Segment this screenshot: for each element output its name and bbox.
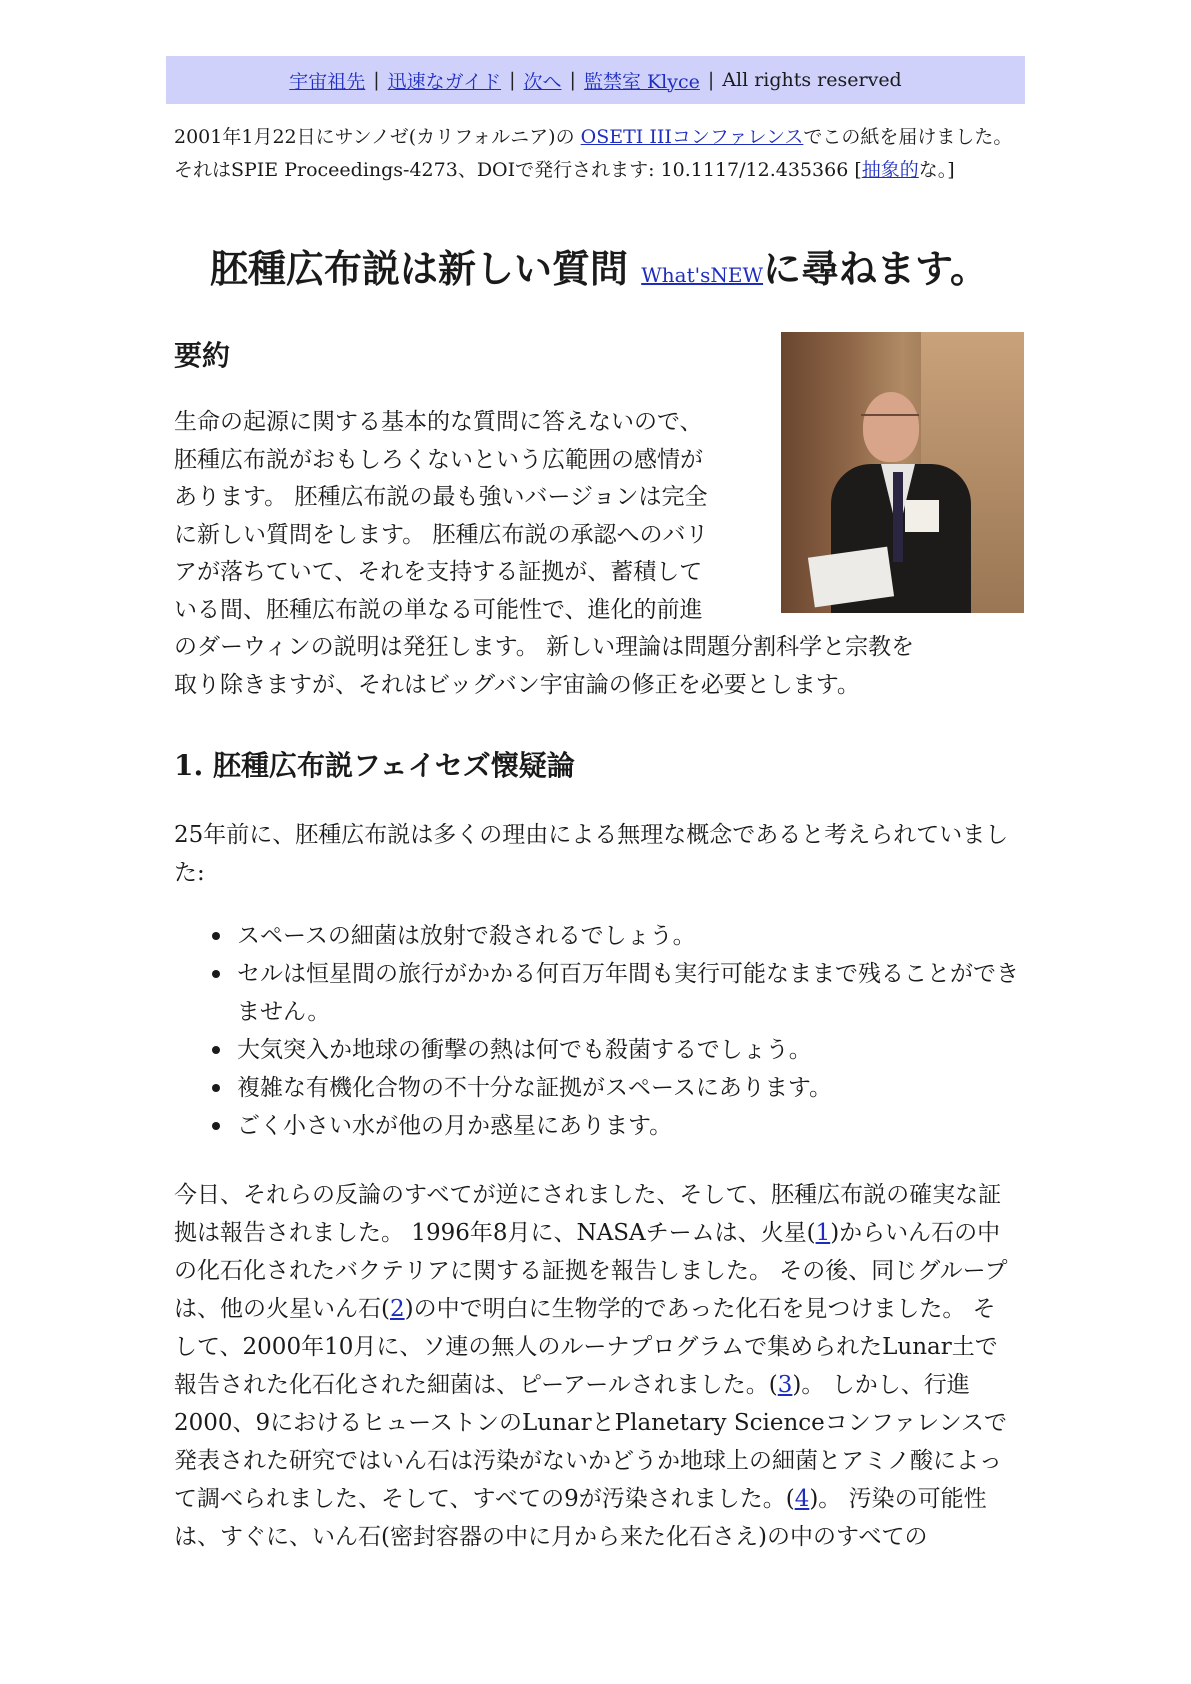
reference-link-2[interactable]: 2 — [389, 1296, 405, 1322]
nav-link-author[interactable]: 監禁室 Klyce — [583, 70, 700, 93]
abstract-line: 胚種広布説がおもしろくないという広範囲の感情が — [174, 446, 703, 473]
body-text: 今日、それらの反論のすべてが逆にされました、そして、胚種広布説の確実な証拠は報告されました。 1996年8月に、NASAチームは、火星( — [174, 1182, 1002, 1246]
reference-link-3[interactable]: 3 — [777, 1372, 793, 1398]
bullet-icon — [212, 970, 220, 978]
list-item-text: 大気突入か地球の衝撃の熱は何でも殺菌するでしょう。 — [237, 1037, 812, 1063]
nav-link-next[interactable]: 次へ — [523, 70, 562, 93]
body-text: )からいん石の中の化石化されたバクテリアに関する証拠を報告しました。 その後、同じグループは、他の火星いん石( — [174, 1220, 1008, 1322]
bullet-icon — [212, 1046, 220, 1054]
conference-note-text-doi: でこの紙を届けました。 それはSPIE Proceedings-4273、DOIで発行されます: 10.1117/12.435366 [ — [174, 126, 1013, 181]
list-item-text: 複雑な有機化合物の不十分な証拠がスペースにあります。 — [237, 1075, 833, 1101]
abstract-line: あります。 胚種広布説の最も強いバージョンは完全 — [174, 484, 708, 510]
body-text: )。 しかし、行進2000、9におけるヒューストンのLunarとPlanetary Scienceコンファレンスで発表された研究ではいん石は汚染がないかどうか地球上の細菌とアミノ酸によって調べられました、そして、すべての9が汚染されました。( — [174, 1372, 1008, 1512]
abstract-heading: 要約 — [174, 339, 231, 372]
list-item-text: セルは恒星間の旅行がかかる何百万年間も実行可能なままで残ることができません。 — [237, 961, 1019, 1025]
abstract-line: のダーウィンの説明は発狂します。 新しい理論は問題分割科学と宗教を — [174, 634, 915, 660]
reference-link-1[interactable]: 1 — [815, 1220, 831, 1246]
list-item — [210, 917, 1020, 955]
section-1-body — [174, 1176, 1014, 1556]
bullet-icon — [212, 1122, 220, 1130]
abstract-line: 取り除きますが、それはビッグバン宇宙論の修正を必要とします。 — [174, 671, 860, 698]
page-title-text: 胚種広布説は新しい質問 — [209, 246, 642, 291]
conference-link[interactable]: OSETI IIIコンファレンス — [580, 126, 804, 148]
reference-link-4[interactable]: 4 — [794, 1486, 810, 1512]
conference-note-text: 2001年1月22日にサンノゼ(カリフォルニア)の — [174, 126, 581, 148]
nav-separator: | — [707, 69, 715, 91]
page-title — [174, 244, 1024, 300]
abstract-line: に新しい質問をします。 胚種広布説の承認へのバリ — [174, 521, 709, 548]
whats-new-link[interactable]: What'sNEW — [641, 263, 764, 287]
nav-separator: | — [569, 69, 576, 91]
list-item-text: スペースの細菌は放射で殺されるでしょう。 — [237, 923, 696, 949]
conference-note-end: な。] — [918, 159, 955, 181]
rights-text: All rights reserved — [722, 69, 902, 91]
abstract-paragraph — [174, 404, 1014, 704]
list-item-text: ごく小さい水が他の月か惑星にあります。 — [237, 1113, 673, 1139]
nav-separator: | — [509, 69, 516, 91]
body-text: )の中で明白に生物学的であった化石を見つけました。 そして、2000年10月に、ソ連の無人のルーナプログラムで集められたLunar土で報告された化石化された細菌は、ピーアールされました。( — [174, 1296, 998, 1398]
body-text: )。 汚染の可能性は、すぐに、いん石(密封容器の中に月から来た化石さえ)の中のすべての — [174, 1486, 987, 1550]
abstract-link[interactable]: 抽象的 — [861, 159, 919, 181]
nav-separator: | — [373, 69, 380, 91]
nav-link-quick-guide[interactable]: 迅速なガイド — [387, 70, 502, 93]
abstract-line: 生命の起源に関する基本的な質問に答えないので、 — [174, 409, 703, 435]
objections-list — [210, 917, 1020, 1145]
abstract-line: いる間、胚種広布説の単なる可能性で、進化的前進 — [174, 596, 703, 623]
page-title-end: に尋ねます。 — [763, 246, 989, 291]
abstract-line: アが落ちていて、それを支持する証拠が、蓄積して — [174, 559, 703, 585]
conference-note — [174, 121, 1014, 187]
list-item — [210, 1069, 1020, 1107]
list-item — [210, 1031, 1020, 1069]
top-navigation-bar — [166, 56, 1025, 104]
nav-link-cosmic-ancestry[interactable]: 宇宙祖先 — [289, 70, 366, 93]
bullet-icon — [212, 1084, 220, 1092]
section-1-intro: 25年前に、胚種広布説は多くの理由による無理な概念であると考えられていました: — [174, 822, 1009, 886]
list-item — [210, 955, 1020, 1031]
list-item — [210, 1107, 1020, 1145]
bullet-icon — [212, 932, 220, 940]
section-1-heading: 1. 胚種広布説フェイセズ懐疑論 — [174, 749, 575, 782]
